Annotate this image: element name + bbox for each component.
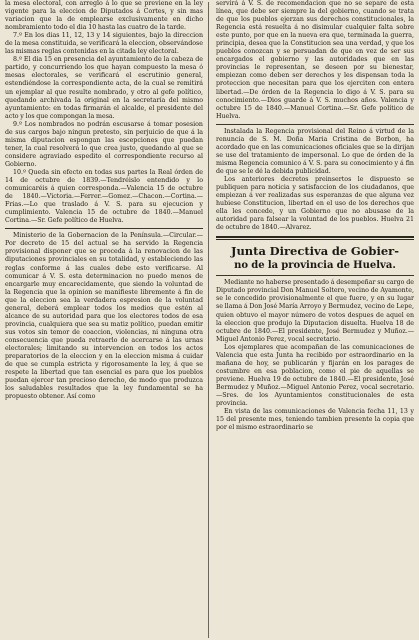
section-heading: Junta Directiva de Gobier- <box>231 244 399 259</box>
column-divider <box>208 2 209 638</box>
paragraph: 7.º En los dias 11, 12, 13 y 14 siguientes, bajo la direccion de la mesa constituida, se verificará la eleccion, observándose las mismas reglas contenidas en la citada ley electoral. <box>5 32 203 56</box>
paragraph: la mesa electoral, con arreglo á lo que se previene en la ley vigente para la eleccion de Diputados á Cortes, y sin mas variacion que la de emplearse exclusivamente en dicho nombramiento todo el dia 10 hasta las cuatro de la tarde. <box>5 0 203 32</box>
section-divider <box>216 236 414 240</box>
paragraph: Ministerio de la Gobernacion de la Península.—Circular.—Por decreto de 15 del actual se ha servido la Regencia provisional disponer que se proceda á la renovacion de las diputaciones provinciales en su totalidad, y estableciendo las reglas conforme á las cuales debe esto verificarse. Al comunicar á V. S. esta determinacion no puedo menos de encargarle muy encarecidamente, que siendo la voluntad de la Regencia que la opinion se manifieste libremente á fin de que la eleccion sea la verdadera espresion de la voluntad general, deberá emplear todos los medios que estén al alcance de su autoridad para que los electores todos de esa provincia, cualquiera que sea su matiz político, puedan emitir sus votos sin temor de coaccion, violencias, ni ninguna otra consecuencia que pueda retraerlo de acercarse á las urnas electorales; limitando su intervencion en todos los actos preparatorios de la eleccion y en la eleccion misma á cuidar de que se cumpla estricta y rigorosamente la ley, á que se respete la libertad que tan esencial es para que los pueblos puedan ejercer tan precioso derecho, de modo que produzca los saludables resultados que la ley fundamental se ha propuesto obtener. Así como <box>5 232 203 401</box>
right-column <box>216 0 414 432</box>
paragraph: Los anteriores decretos preinsertos le dispuesto se publiquen para noticia y satisfaccion de los ciudadanos, que empiezan á ver realizadas sus esperanzas de que alguna vez hubiese Constitucion, libertad en el uso de los derechos que ella les concede, y un Gobierno que no abusase de la autoridad para falsear la voluntad de los pueblos. Huelva 21 de octubre de 1840.—Alvarez. <box>216 175 414 232</box>
paragraph: Los ejemplares que acompañan de las comunicaciones de Valencia que esta Junta ha recibido por estraordinario en la mañana de hoy, se publicarán y fijarán en los parages de costumbre en esa poblacion, como el pie de aquellas se previene. Huelva 19 de octubre de 1840.—El presidente, José Bermudez y Muñoz.—Miguel Antonio Perez, vocal secretario.—Sres. de los Ayuntamientos constitucionales de esta provincia. <box>216 343 414 408</box>
section-divider <box>5 228 203 229</box>
paragraph: 9.º Los nombrados no podrán escusarse á tomar posesion de sus cargos bajo ningun pretesto, sin perjuicio de que á la misma diputacion espongan las escepciones que puedan tener, la cual resolverá lo que crea justo, quedando al que se considere agraviado espedito el correspondiente recurso al Gobierno. <box>5 120 203 168</box>
paragraph: 8.º El dia 15 en presencia del ayuntamiento de la cabeza de partido, y concurriendo los que hayan compuesto la mesa ó mesas electorales, se verificará el escrutinio general, estendiéndose la correspondiente acta, de la cual se remitirá un ejemplar al que resulte nombrado, y otro al gefe político, quedando archivada la original en la secretaría del mismo ayuntamiento: en todas firmarán el alcalde, el presidente del acto y los que compongan la mesa. <box>5 56 203 120</box>
section-heading: no de la provincia de Huelva. <box>234 260 396 272</box>
paragraph: servirá á V. S. de recomendacion que no se separe de esta línea, que debe ser siempre la del gobierno, cuando se trata de que los pueblos ejerzan sus derechos constitucionales, la Regencia está resuelta á no disimular cualquier falta sobre este punto, por que en la nueva era que, terminada la guerra, principia, desea que la Constitucion sea una verdad, y que los pueblos conozcan y se persuadan de que en vez de ser sus encargados el gobierno y las autoridades que en las provincias le representan, se deseen por su bienestar, empiezan como deben ser derechos y les dispensan toda la proteccion que necesitan para que los ejerciten con entera libertad.—De órden de la Regencia lo digo á V. S. para su conocimiento.—Dios guarde á V. S. muchos años. Valencia y octubre 15 de 1840.—Manuel Cortina.—Sr. Gefe político de Huelva. <box>216 0 414 120</box>
paragraph: Mediante no haberse presentado á desempeñar su cargo de Diputado provincial Don Manuel Soltero, vecino de Ayamonte, se le concedido provisionalmente el que fuere, y en su lugar se llama á Don José María Arroyo y Bermudez, vecino de Lepe, quien obtuvo el mayor número de votos despues de aquel en la eleccion que produjo la Diputacion disuelta. Huelva 18 de octubre de 1840.—El presidente, José Bermudez y Muñoz.—Miguel Antonio Perez, vocal secretario. <box>216 279 414 343</box>
section-divider <box>216 124 414 125</box>
paragraph: En vista de las comunicaciones de Valencia fecha 11, 13 y 15 del presente mes, teniendo tambien presente la copia que por el mismo estraordinario se <box>216 408 414 432</box>
left-column <box>5 0 203 401</box>
section-divider <box>216 275 414 276</box>
paragraph: 10.º Queda sin efecto en todas sus partes la Real órden de 14 de octubre de 1839.—Tendréislo entendido y lo comunicaréis á quien corresponda.—Valencia 15 de octubre de 1840.—Victoria.—Ferrer.—Gomez.—Chacon.—Cortina.—Frias.—Lo que traslado á V. S. para su ejecucion y cumplimiento. Valencia 15 de octubre de 1840.—Manuel Cortina.—Sr. Gefe político de Huelva. <box>5 168 203 225</box>
paragraph: Instalada la Regencia provisional del Reino á virtud de la renuncia de S. M. Doña Maria Cristina de Borbon, ha acordado que en las comunicaciones oficiales que se la dirijan se use del tratamiento de impersonal. Lo que de órden de la misma Regencia comunico á V. S. para su conocimiento y á fin de que se le dé la debida publicidad. <box>216 127 414 175</box>
